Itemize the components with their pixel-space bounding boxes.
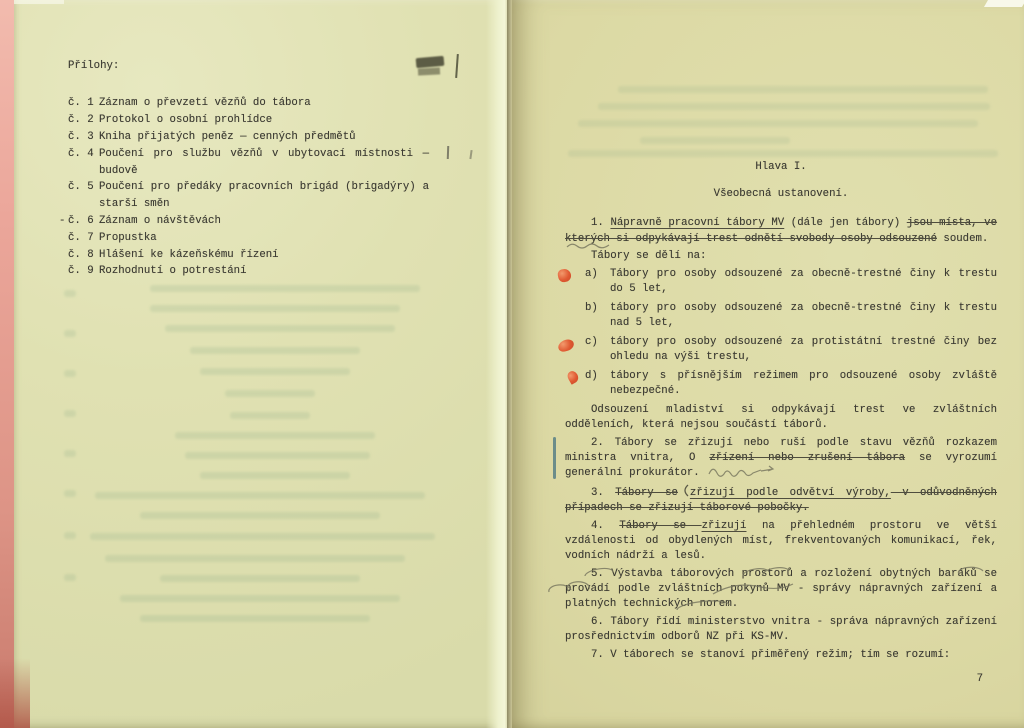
red-check-mark-icon bbox=[566, 369, 581, 384]
camp-type-item bbox=[565, 369, 997, 399]
bleedthrough-text bbox=[64, 490, 76, 497]
bleedthrough-text bbox=[64, 330, 76, 337]
attachment-number: č. 5 bbox=[68, 181, 94, 194]
attachment-number: č. 1 bbox=[68, 97, 94, 110]
insertion-caret-icon bbox=[681, 484, 689, 497]
paragraph-text: se vyrozumí generální prokurátor. bbox=[565, 451, 997, 479]
attachment-text: Kniha přijatých peněz — cenných předmětů bbox=[99, 131, 356, 144]
paragraph-juveniles: Odsouzení mladiství si odpykávají trest ve zvláštních odděleních, která nejsou součástí táborů. bbox=[565, 403, 997, 431]
attachment-item bbox=[68, 263, 429, 279]
attachment-item bbox=[68, 129, 429, 145]
list-marker: b) bbox=[585, 301, 598, 314]
struck-text: zřízení nebo zrušení tábora bbox=[709, 451, 906, 464]
underlined-text: zřizují podle odvětví výroby, bbox=[689, 486, 891, 499]
attachment-number: č. 3 bbox=[68, 131, 94, 144]
attachment-text: Protokol o osobní prohlídce bbox=[99, 114, 273, 127]
paragraph-7: 7. V táborech se stanoví přiměřený režim; tím se rozumí: bbox=[591, 648, 951, 661]
bleedthrough-text bbox=[200, 472, 350, 479]
page-edge bbox=[984, 0, 1024, 7]
attachments-heading: Přílohy: bbox=[68, 60, 120, 72]
attachment-number: č. 2 bbox=[68, 114, 94, 127]
attachment-item bbox=[59, 213, 429, 229]
bleedthrough-text bbox=[105, 555, 405, 562]
paragraph-5 bbox=[565, 567, 997, 613]
struck-text: Tábory se bbox=[619, 519, 702, 532]
paragraph-text: 2. Tábory se zřizují nebo ruší podle stavu vězňů rozkazem ministra vnitra, O bbox=[565, 436, 997, 464]
bleedthrough-text bbox=[64, 574, 76, 581]
paragraph-text: 1. bbox=[591, 217, 611, 230]
attachments-block bbox=[59, 58, 429, 280]
page-number: 7 bbox=[976, 672, 983, 685]
bleedthrough-text bbox=[568, 150, 998, 157]
bleedthrough-text bbox=[185, 452, 370, 459]
attachment-text: Záznam o převzetí vězňů do tábora bbox=[99, 97, 311, 110]
bleedthrough-text bbox=[598, 103, 990, 110]
page-gutter-highlight bbox=[486, 0, 508, 728]
struck-text: jsou místa, ve kterých si odpykávají trest odnětí svobody osoby odsouzené bbox=[565, 217, 998, 245]
attachment-text: Poučení pro službu vězňů v ubytovací místnosti — budově bbox=[99, 148, 429, 177]
bleedthrough-text bbox=[90, 533, 435, 540]
page-edge bbox=[14, 0, 64, 4]
bleedthrough-text bbox=[64, 450, 76, 457]
paragraph-6: 6. Tábory řídí ministerstvo vnitra - správa nápravných zařízení prosřednictvím odborů NZ při KS-MV. bbox=[565, 615, 997, 643]
paragraph-2 bbox=[565, 436, 997, 482]
paragraph-text: soudem. bbox=[937, 232, 989, 245]
section-heading: Všeobecná ustanovení. bbox=[713, 188, 849, 201]
bleedthrough-text bbox=[64, 410, 76, 417]
bleedthrough-text bbox=[200, 368, 350, 375]
attachment-text: Hlášení ke kázeňskému řízení bbox=[99, 248, 279, 261]
paragraph-text: (dále jen tábory) bbox=[784, 217, 907, 230]
camp-type-item bbox=[565, 335, 997, 365]
red-check-mark-icon bbox=[557, 268, 572, 283]
handwritten-note-icon bbox=[705, 462, 805, 480]
bleedthrough-text bbox=[175, 432, 375, 439]
bleedthrough-text bbox=[150, 285, 420, 292]
bleedthrough-text bbox=[95, 492, 425, 499]
bleedthrough-text bbox=[230, 412, 310, 419]
attachment-item bbox=[68, 112, 429, 128]
underlined-text: Nápravně pracovní tábory MV bbox=[610, 217, 785, 230]
chapter-heading: Hlava I. bbox=[755, 161, 807, 173]
bleedthrough-text bbox=[64, 532, 76, 539]
bleedthrough-text bbox=[64, 370, 76, 377]
book-cover-edge bbox=[0, 658, 30, 728]
camp-type-item bbox=[565, 301, 997, 331]
struck-text: Tábory se bbox=[615, 486, 678, 499]
attachment-text: Rozhodnutí o potrestání bbox=[99, 265, 247, 278]
bleedthrough-text bbox=[140, 615, 370, 622]
attachment-number: č. 7 bbox=[68, 231, 94, 244]
attachment-item bbox=[68, 230, 429, 246]
paragraph-text: 5. Výstavba táborových prostorů a rozložení obytných baráků se provádí podle zvláštních pokynů MV - správy nápravných zařízení a platných technických norem. bbox=[565, 567, 997, 611]
list-marker: c) bbox=[585, 335, 598, 348]
bleedthrough-text bbox=[150, 305, 400, 312]
paragraph-3 bbox=[565, 484, 997, 516]
list-marker: d) bbox=[585, 369, 598, 382]
bleedthrough-text bbox=[225, 390, 315, 397]
attachment-number: č. 6 bbox=[68, 214, 94, 227]
attachment-item bbox=[68, 179, 429, 212]
bleedthrough-text bbox=[160, 575, 360, 582]
list-marker: a) bbox=[585, 268, 598, 281]
paragraph-text: na přehledném prostoru ve větší vzdálenosti od obydlených míst, frekventovaných komunikací, řek, vodních nádrží a lesů. bbox=[565, 519, 998, 562]
bleedthrough-text bbox=[190, 347, 360, 354]
margin-line bbox=[553, 437, 556, 480]
list-item-text: tábory pro osoby odsouzené za obecně-trestné činy k trestu nad 5 let, bbox=[610, 301, 997, 330]
paragraph-division-intro: Tábory se dělí na: bbox=[591, 250, 707, 263]
right-page-text bbox=[565, 160, 997, 687]
struck-text: v odůvodněných případech se zřizují táborové pobočky. bbox=[565, 486, 997, 514]
bleedthrough-text bbox=[64, 290, 76, 297]
list-item-text: tábory pro osoby odsouzené za protistátní trestné činy bez ohledu na výši trestu, bbox=[610, 335, 997, 364]
underlined-text: zřizují bbox=[701, 519, 747, 532]
attachment-prefix: - bbox=[59, 214, 66, 227]
attachment-number: č. 4 bbox=[68, 148, 94, 161]
bleedthrough-text bbox=[120, 595, 400, 602]
attachment-number: č. 8 bbox=[68, 248, 94, 261]
camp-type-list bbox=[565, 267, 997, 399]
paragraph-4 bbox=[565, 519, 997, 565]
bleedthrough-text bbox=[640, 137, 790, 144]
attachment-text: Záznam o návštěvách bbox=[99, 214, 221, 227]
bleedthrough-text bbox=[165, 325, 395, 332]
list-item-text: tábory s přísnějším režimem pro odsouzené osoby zvláště nebezpečné. bbox=[610, 369, 997, 397]
attachment-item bbox=[68, 95, 429, 111]
camp-type-item bbox=[565, 267, 997, 297]
paragraph-text: 3. bbox=[591, 486, 616, 499]
attachment-number: č. 9 bbox=[68, 265, 94, 278]
paragraph-text: 4. bbox=[591, 519, 620, 532]
paragraph-1 bbox=[565, 216, 997, 246]
bleedthrough-text bbox=[578, 120, 978, 127]
bleedthrough-text bbox=[140, 512, 380, 519]
list-item-text: Tábory pro osoby odsouzené za obecně-trestné činy k trestu do 5 let, bbox=[610, 268, 997, 296]
attachment-text: Propustka bbox=[99, 231, 157, 244]
attachment-item bbox=[68, 146, 429, 179]
bleedthrough-text bbox=[618, 86, 988, 93]
attachment-text: Poučení pro předáky pracovních brigád (brigadýry) a starší směn bbox=[99, 181, 429, 210]
attachment-item bbox=[68, 247, 429, 263]
